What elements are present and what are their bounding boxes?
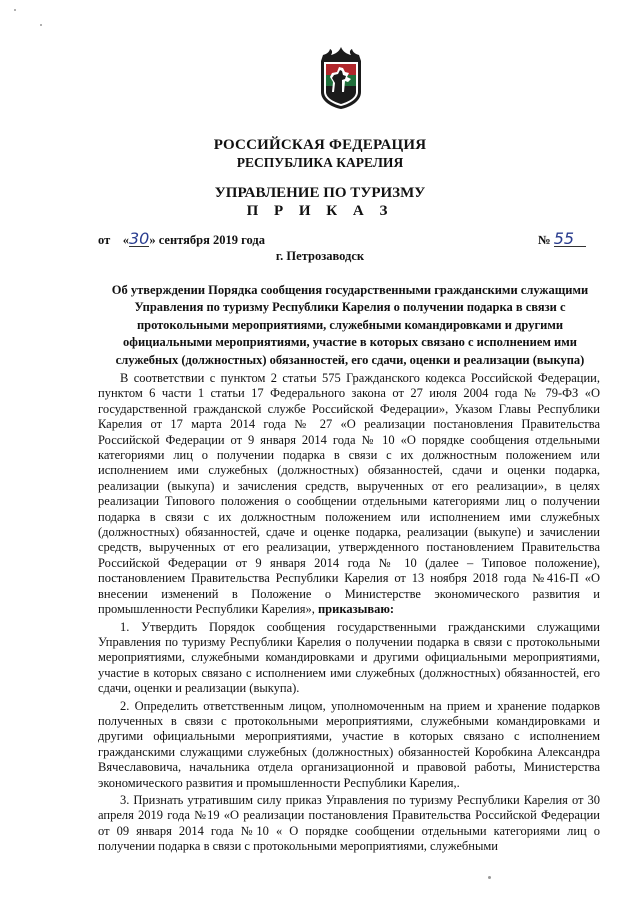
scan-speck — [488, 876, 491, 879]
document-type-title: П Р И К А З — [246, 203, 394, 219]
coat-of-arms-emblem — [318, 46, 364, 110]
date-day-handwritten: 30 — [128, 229, 150, 248]
order-date — [98, 229, 265, 248]
number-label: № — [538, 233, 551, 247]
order-subject: Об утверждении Порядка сообщения государственными гражданскими служащими Управления по туризму Республики Карелия о получении подарка в связи с протокольными мероприятиями, служебными командировками и другими официальными мероприятиями, участие в которых связано с исполнением ими служебных (должностных) обязанностей, его сдачи, оценки и реализации (выкупа) — [111, 283, 589, 367]
preamble-paragraph — [98, 371, 600, 618]
date-month-year: сентября 2019 года — [158, 233, 265, 247]
date-prefix: от — [98, 233, 111, 247]
clause-3-paragraph: 3. Признать утратившим силу приказ Управления по туризму Республики Карелия от 30 апреля 2019 года №19 «О реализации постановления Правительства Российской Федерации от 09 января 2014 года №10 « О порядке сообщении отдельными категориями лиц о получении подарка в связи с протокольными мероприятиями, служебными — [98, 792, 600, 854]
date-open-quote: « — [122, 233, 129, 247]
clause-1-paragraph: 1. Утвердить Порядок сообщения государственными гражданскими служащими Управления по туризму Республики Карелия о получении подарка в связи с протокольными мероприятиями, служебными командировками и другими официальными мероприятиями, участие в которых связано с исполнением ими служебных (должностных) обязанностей, его сдачи, оценки и реализации (выкупа). — [98, 619, 600, 696]
scan-speck — [40, 24, 42, 26]
agency-title: УПРАВЛЕНИЕ ПО ТУРИЗМУ — [214, 185, 426, 201]
preamble-text: В соответствии с пунктом 2 статьи 575 Гражданского кодекса Российской Федерации, пунктом 6 части 1 статьи 17 Федерального закона от 27 июля 2004 года № 79-ФЗ «О государственной гражданской службе Российской Федерации», Указом Главы Республики Карелия от 17 марта 2014 года № 27 «О реализации постановления Правительства Российской Федерации от 9 января 2014 года № 10 «О порядке сообщения отдельными категориями лиц о получении подарка в связи с их должностным положением или исполнением ими служебных (должностных) обязанностей, сдачи и оценки подарка, реализации (выкупа) и зачисления средств, вырученных от его реализации», в целях реализации Типового положения о сообщении отдельными категориями лиц о получении подарка в связи с их должностным положением или исполнением ими служебных (должностных) обязанностей, сдаче и оценке подарка, реализации (выкупе) и зачислении средств, вырученных от его реализации, утвержденного постановлением Правительства Российской Федерации от 9 января 2014 года № 10 (далее – Типовое положение), постановлением Правительства Республики Карелия от 13 ноября 2018 года №416-П «О внесении изменений в Положение о Министерстве экономического развития и промышленности Республики Карелия», — [98, 371, 600, 617]
order-body — [98, 371, 600, 855]
number-handwritten: 55 — [554, 232, 586, 247]
order-keyword: приказываю: — [317, 602, 395, 617]
scan-speck — [14, 9, 16, 11]
date-close-quote: » — [149, 233, 156, 247]
clause-2-paragraph: 2. Определить ответственным лицом, уполномоченным на прием и хранение подарков полученных в связи с протокольными мероприятиями, служебными командировками и другими официальными мероприятиями, участие в которых связано с исполнением гражданскими служащими служебных (должностных) обязанностей Коробкина Александра Вячеславовича, начальника отдела организационной и правовой работы, Министерства экономического развития и промышленности Республики Карелия,. — [98, 698, 600, 790]
republic-title: РЕСПУБЛИКА КАРЕЛИЯ — [236, 155, 404, 170]
order-number — [538, 229, 586, 248]
country-title: РОССИЙСКАЯ ФЕДЕРАЦИЯ — [213, 137, 427, 153]
issue-city: г. Петрозаводск — [275, 249, 365, 263]
